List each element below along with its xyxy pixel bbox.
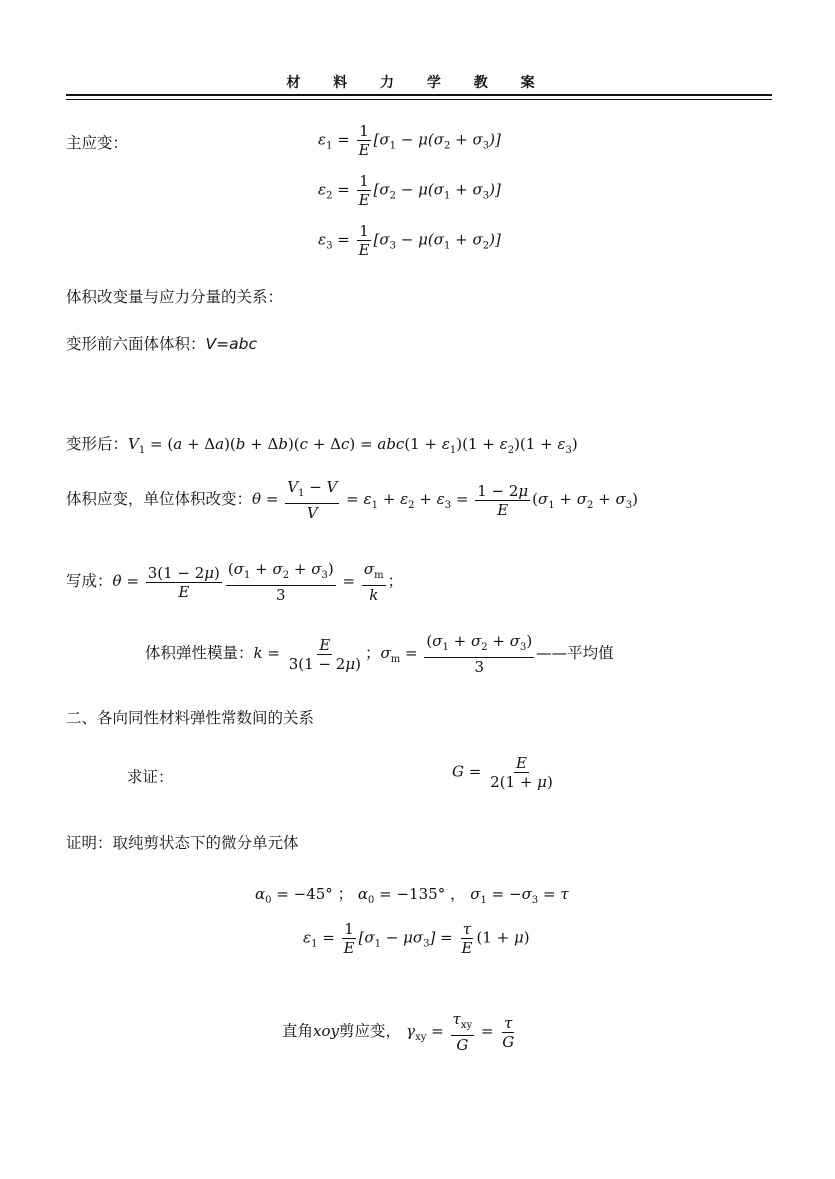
prove-formula: G = $\frac{E}{2(1 + \mu)}$ bbox=[452, 754, 553, 791]
bulk-label: 体积弹性模量： bbox=[145, 644, 254, 662]
page-header: 材 料 力 学 教 案 bbox=[286, 75, 549, 91]
vol-strain-line bbox=[66, 478, 638, 522]
strain-eq-2: $\varepsilon_2$ = $\frac{1}{E}$ $[\sigma_2 - \mu(\sigma_1 + \sigma_3)]$ bbox=[318, 172, 501, 209]
written-formula: θ = $\frac{3(1 - 2\mu)}{E}$ $\frac{(\sigma_1 + \sigma_2 + \sigma_3)}{3}$ = $\frac{\sigma_m}{k}$ bbox=[112, 560, 384, 604]
proof-label: 证明：取纯剪状态下的微分单元体 bbox=[66, 834, 299, 852]
principal-strain-label: 主应变： bbox=[66, 134, 129, 152]
vol-strain-formula: θ = $\frac{V_1 - V}{V}$ = $\varepsilon_1 + \varepsilon_2 + \varepsilon_3$ = $\frac{1 - 2\mu}{E}$ $(\sigma_1 + \sigma_2 + \sigma_3)$ bbox=[252, 478, 638, 522]
shear-label-a: 直角 bbox=[282, 1022, 314, 1040]
shear-label-c: 剪应变， bbox=[338, 1022, 401, 1040]
bulk-formula: k = $\frac{E}{3(1 - 2\mu)}$ bbox=[253, 635, 361, 673]
angle-formula: $\alpha_0 = -45^\circ$ ； $\alpha_0 = -135^\circ$ ， $\sigma_1 = -\sigma_3 = \tau$ bbox=[255, 885, 569, 906]
strain-eq-3: $\varepsilon_3$ = $\frac{1}{E}$ $[\sigma_3 - \mu(\sigma_1 + \sigma_2)]$ bbox=[318, 222, 501, 259]
bulk-modulus-line bbox=[145, 632, 614, 676]
section2-title: 二、各向同性材料弹性常数间的关系 bbox=[66, 709, 315, 727]
written-line bbox=[66, 560, 403, 604]
after-deform-formula: $V_1 = (a + \Delta a)(b + \Delta b)(c + \Delta c) = abc(1 + \varepsilon_1)(1 + \varepsilon_2)(1 + \varepsilon_3)$ bbox=[128, 435, 578, 456]
header-rule-thick bbox=[66, 94, 772, 96]
written-semicolon: ； bbox=[387, 572, 404, 590]
mean-stress-formula: $\sigma_m$ = $\frac{(\sigma_1 + \sigma_2 + \sigma_3)}{3}$ bbox=[380, 632, 533, 676]
shear-label-b: xoy bbox=[313, 1022, 339, 1040]
after-deform-line bbox=[66, 432, 578, 456]
epsilon1-formula: $\varepsilon_1$ = $\frac{1}{E}$ $[\sigma_1 - \mu\sigma_3]$ = $\frac{\tau}{E}$ (1 + μ) bbox=[303, 920, 530, 957]
after-deform-label: 变形后： bbox=[66, 435, 129, 453]
vol-strain-label: 体积应变，单位体积改变： bbox=[66, 490, 253, 508]
written-label: 写成： bbox=[66, 572, 113, 590]
header-rule-thin bbox=[66, 99, 772, 100]
shear-formula: $\gamma_{xy}$ = $\frac{\tau_{xy}}{G}$ = $\frac{\tau}{G}$ bbox=[406, 1010, 515, 1054]
avg-suffix: ——平均值 bbox=[536, 644, 614, 662]
bulk-semicolon: ； bbox=[364, 644, 381, 662]
before-deform-label: 变形前六面体体积： bbox=[66, 335, 206, 353]
shear-strain-line bbox=[282, 1010, 518, 1054]
volume-relation-title: 体积改变量与应力分量的关系： bbox=[66, 288, 284, 306]
before-deform-line bbox=[66, 332, 257, 354]
before-deform-formula: V=abc bbox=[205, 335, 257, 353]
prove-label: 求证： bbox=[127, 768, 174, 786]
strain-eq-1: $\varepsilon_1$ = $\frac{1}{E}$ $[\sigma_1 - \mu(\sigma_2 + \sigma_3)]$ bbox=[318, 122, 501, 159]
